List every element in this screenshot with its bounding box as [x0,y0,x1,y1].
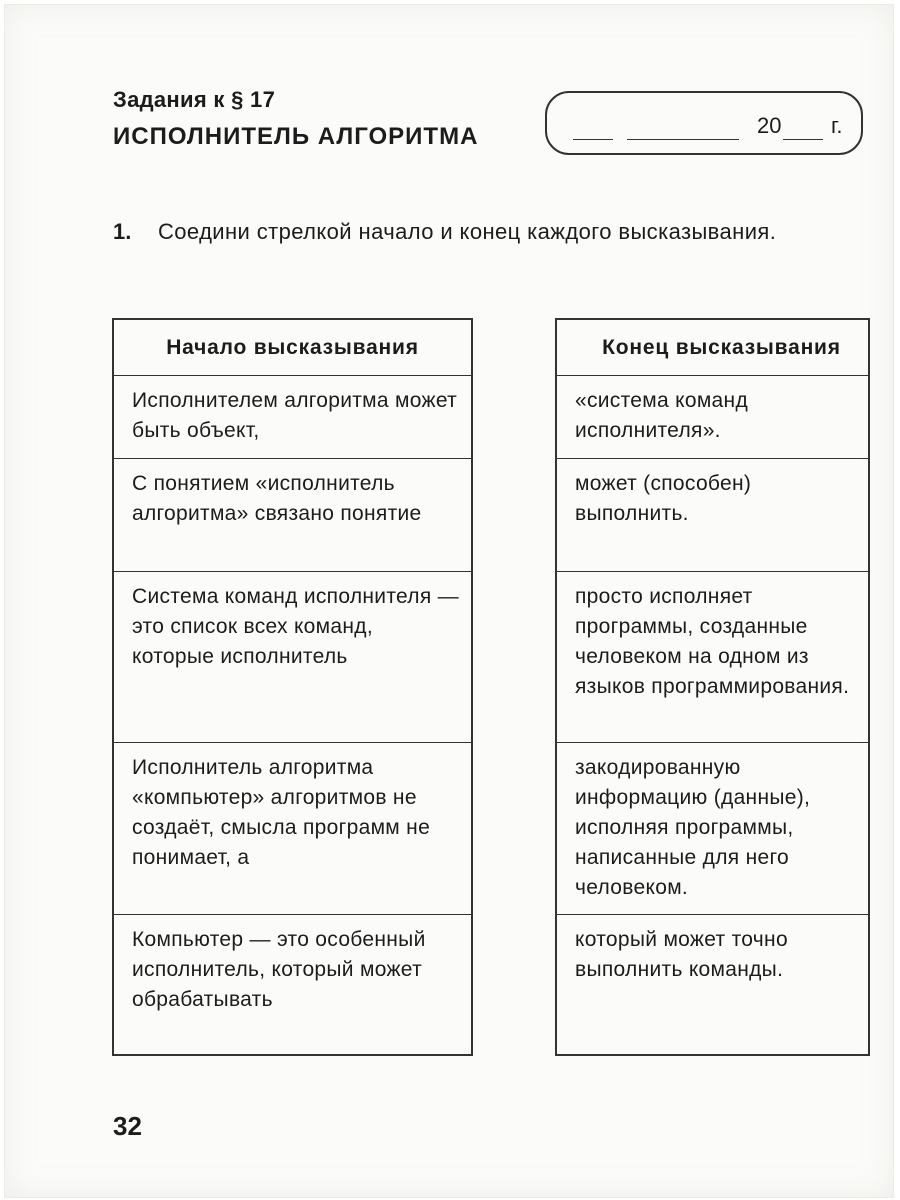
statement-end-cell[interactable]: может (способен) выполнить. [557,458,868,571]
workbook-page [4,4,894,1198]
statement-end-cell[interactable]: просто исполняет программы, созданные человеком на одном из языков программирования. [557,571,868,742]
statement-start-header: Начало высказывания [166,335,419,359]
statement-start-cell[interactable]: Исполнителем алгоритма может быть объект, [114,375,471,458]
section-heading: Задания к § 17 [113,87,276,112]
date-year-blank [783,139,823,140]
statement-end-cell[interactable]: который может точно выполнить команды. [557,914,868,1054]
statement-start-cell[interactable]: Компьютер — это особенный исполнитель, который может обрабатывать [114,914,471,1054]
date-suffix: г. [831,113,843,138]
page-number: 32 [113,1111,142,1141]
date-month-blank [627,139,739,140]
task-number: 1. [113,219,132,244]
statement-end-cell[interactable]: «система команд исполнителя». [557,375,868,458]
statement-end-table [555,318,870,1056]
statement-start-cell[interactable]: Система команд исполнителя — это список всех команд, которые исполнитель [114,571,471,742]
page-title: ИСПОЛНИТЕЛЬ АЛГОРИТМА [113,123,479,150]
statement-end-cell[interactable]: закодированную информацию (данные), исполняя программы, написанные для него человеком. [557,742,868,914]
statement-start-cell[interactable]: С понятием «исполнитель алгоритма» связано понятие [114,458,471,571]
statement-start-table [112,318,473,1056]
statement-end-header: Конец высказывания [602,335,841,359]
date-year-prefix: 20 [757,113,782,138]
date-day-blank [573,139,613,140]
date-box [545,91,863,155]
task-instruction: Соедини стрелкой начало и конец каждого высказывания. [158,219,777,244]
statement-start-cell[interactable]: Исполнитель алгоритма «компьютер» алгоритмов не создаёт, смысла программ не понимает, а [114,742,471,914]
